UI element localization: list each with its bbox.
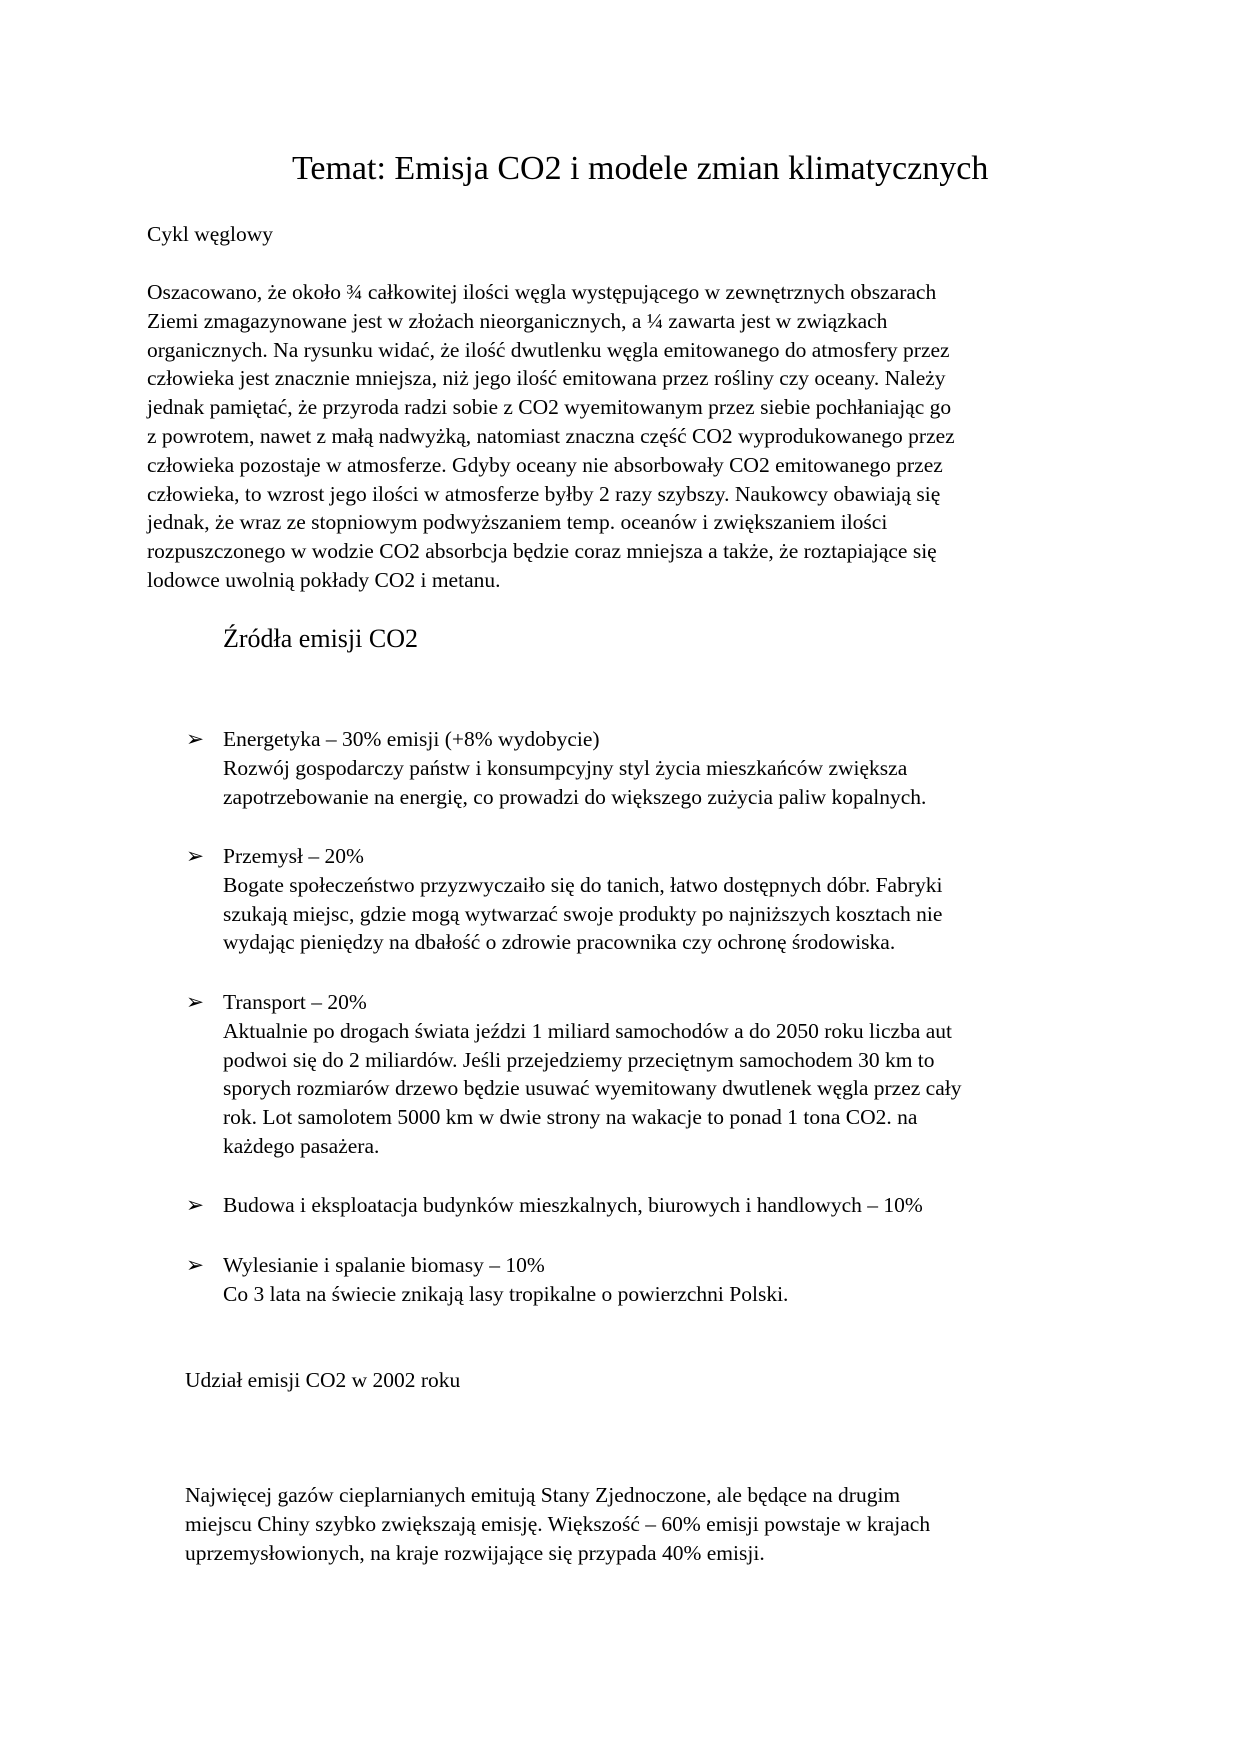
text-line: miejscu Chiny szybko zwiększają emisję. Większość – 60% emisji powstaje w krajach [185,1511,931,1536]
text-line: Aktualnie po drogach świata jeździ 1 miliard samochodów a do 2050 roku liczba aut [223,1018,952,1043]
document-title: Temat: Emisja CO2 i modele zmian klimatycznych [292,150,989,187]
text-line: jednak, że wraz ze stopniowym podwyższaniem temp. oceanów i zwiększaniem ilości [147,510,888,535]
text-line: wydając pieniędzy na dbałość o zdrowie pracownika czy ochronę środowiska. [223,930,896,955]
text-line: Ziemi zmagazynowane jest w złożach nieorganicznych, a ¼ zawarta jest w związkach [147,308,888,333]
arrow-bullet-icon: ➢ [186,1193,205,1217]
text-line: szukają miejsc, gdzie mogą wytwarzać swoje produkty po najniższych kosztach nie [223,901,943,926]
paragraph-carbon-cycle [147,278,955,595]
section-heading-emission-sources: Źródła emisji CO2 [223,624,418,653]
text-line: człowieka, to wzrost jego ilości w atmosferze byłby 2 razy szybszy. Naukowcy obawiają się [147,481,941,506]
text-line: Wylesianie i spalanie biomasy – 10% [223,1253,545,1277]
text-line: każdego pasażera. [223,1133,380,1158]
text-line: Rozwój gospodarczy państw i konsumpcyjny styl życia mieszkańców zwiększa [223,755,908,780]
text-line: sporych rozmiarów drzewo będzie usuwać wyemitowany dwutlenek węgla przez cały [223,1076,962,1101]
paragraph-emission-share [185,1481,930,1567]
arrow-bullet-icon: ➢ [186,727,205,751]
text-line: rok. Lot samolotem 5000 km w dwie strony na wakacje to ponad 1 tona CO2. na [223,1105,918,1130]
text-line: Co 3 lata na świecie znikają lasy tropikalne o powierzchni Polski. [223,1281,789,1306]
arrow-bullet-icon: ➢ [186,844,205,868]
text-line: Przemysł – 20% [223,844,364,868]
text-line: lodowce uwolnią pokłady CO2 i metanu. [147,567,501,592]
text-line: rozpuszczonego w wodzie CO2 absorbcja będzie coraz mniejsza a także, że roztapiające się [147,539,937,564]
text-line: człowieka pozostaje w atmosferze. Gdyby oceany nie absorbowały CO2 emitowanego przez [147,452,943,477]
text-line: Transport – 20% [223,990,367,1014]
section-heading-emission-share: Udział emisji CO2 w 2002 roku [185,1368,461,1392]
text-line: podwoi się do 2 miliardów. Jeśli przejedziemy przeciętnym samochodem 30 km to [223,1047,935,1072]
text-line: organicznych. Na rysunku widać, że ilość dwutlenku węgla emitowanego do atmosfery przez [147,337,950,362]
arrow-bullet-icon: ➢ [186,990,205,1014]
text-line: z powrotem, nawet z małą nadwyżką, natomiast znaczna część CO2 wyprodukowanego przez [147,423,955,448]
text-line: człowieka jest znacznie mniejsza, niż jego ilość emitowana przez rośliny czy oceany. Należy [147,366,946,391]
arrow-bullet-icon: ➢ [186,1253,205,1277]
text-line: jednak pamiętać, że przyroda radzi sobie z CO2 wyemitowanym przez siebie pochłaniając go [147,395,952,420]
text-line: Bogate społeczeństwo przyzwyczaiło się do tanich, łatwo dostępnych dóbr. Fabryki [223,872,943,897]
text-line: Budowa i eksploatacja budynków mieszkalnych, biurowych i handlowych – 10% [223,1193,923,1217]
text-line: zapotrzebowanie na energię, co prowadzi do większego zużycia paliw kopalnych. [223,784,927,809]
text-line: uprzemysłowionych, na kraje rozwijające się przypada 40% emisji. [185,1540,765,1565]
section-heading-carbon-cycle: Cykl węglowy [147,222,274,246]
text-line: Najwięcej gazów cieplarnianych emitują Stany Zjednoczone, ale będące na drugim [185,1483,901,1507]
text-line: Oszacowano, że około ¾ całkowitej ilości węgla występującego w zewnętrznych obszarach [147,280,937,304]
text-line: Energetyka – 30% emisji (+8% wydobycie) [223,727,600,751]
